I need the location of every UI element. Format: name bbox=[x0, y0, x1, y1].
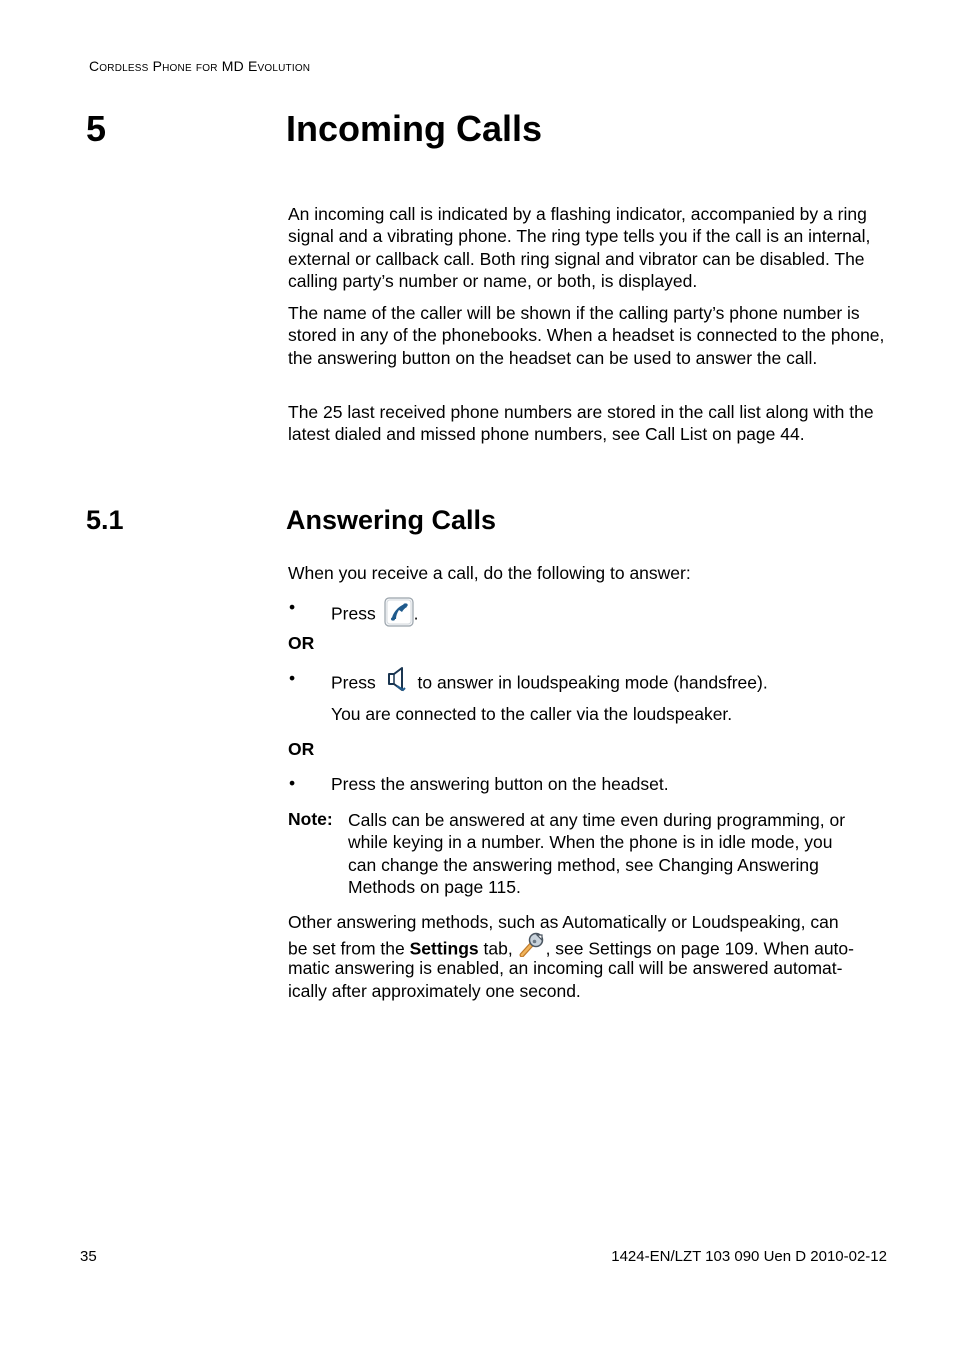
press-suffix: . bbox=[413, 603, 419, 624]
bullet-press-loudspeaker bbox=[331, 668, 768, 699]
loudspeaker-description: to answer in loudspeaking mode (handsfree). bbox=[417, 672, 768, 693]
note-text-line-2: while keying in a number. When the phone is in idle mode, you bbox=[348, 832, 833, 852]
note-text-line-1: Calls can be answered at any time even during programming, or bbox=[348, 810, 846, 830]
bullet-press-answer bbox=[331, 597, 418, 632]
page-number: 35 bbox=[80, 1248, 97, 1265]
bullet-marker: • bbox=[289, 668, 296, 688]
document-id: 1424-EN/LZT 103 090 Uen D 2010-02-12 bbox=[611, 1248, 887, 1265]
section-title: Answering Calls bbox=[286, 505, 497, 535]
chapter-number: 5 bbox=[86, 108, 107, 149]
intro-paragraph-1: An incoming call is indicated by a flashing indicator, accompanied by a ring signal and a vibrating phone. The ring type tells you if the call is an internal, external or callback call. Both ring signal and vibrator can be disabled. The calling party’s number or name, or both, is displayed. bbox=[288, 204, 871, 292]
intro-paragraph-2: The name of the caller will be shown if the calling party’s phone number is stored in any of the phonebooks. When a headset is connected to the phone, the answering button on the headset can be used to answer the call. bbox=[288, 303, 885, 368]
settings-tab-name: Settings bbox=[409, 938, 479, 959]
other-methods-prefix: be set from the bbox=[288, 938, 410, 959]
press-label: Press bbox=[331, 672, 376, 693]
bullet-marker: • bbox=[289, 597, 296, 617]
note-text-line-4: Methods on page 115. bbox=[348, 877, 521, 897]
phone-handset-icon bbox=[384, 597, 414, 632]
note-text-line-3: can change the answering method, see Changing Answering bbox=[348, 855, 819, 875]
other-methods-suffix: , see Settings on page 109. When auto- bbox=[545, 938, 854, 959]
other-methods-line-3: matic answering is enabled, an incoming call will be answered automat- bbox=[288, 958, 843, 978]
press-label: Press bbox=[331, 603, 376, 624]
running-header: Cordless Phone for MD Evolution bbox=[89, 58, 311, 74]
other-methods-tab: tab, bbox=[478, 938, 513, 959]
answer-lead: When you receive a call, do the following to answer: bbox=[288, 563, 691, 583]
loudspeaker-icon bbox=[385, 666, 407, 697]
or-separator-1: OR bbox=[288, 633, 315, 653]
or-separator-2: OR bbox=[288, 739, 315, 759]
section-number: 5.1 bbox=[86, 505, 124, 535]
note-label: Note: bbox=[288, 809, 333, 829]
bullet-headset: Press the answering button on the headset. bbox=[331, 774, 669, 794]
loudspeaker-subtext: You are connected to the caller via the loudspeaker. bbox=[331, 704, 733, 724]
chapter-title: Incoming Calls bbox=[286, 108, 543, 149]
intro-paragraph-3: The 25 last received phone numbers are stored in the call list along with the latest dialed and missed phone numbers, see Call List on page 44. bbox=[288, 402, 874, 445]
bullet-marker: • bbox=[289, 773, 296, 793]
other-methods-line-1: Other answering methods, such as Automatically or Loudspeaking, can bbox=[288, 912, 839, 932]
other-methods-line-4: ically after approximately one second. bbox=[288, 981, 581, 1001]
